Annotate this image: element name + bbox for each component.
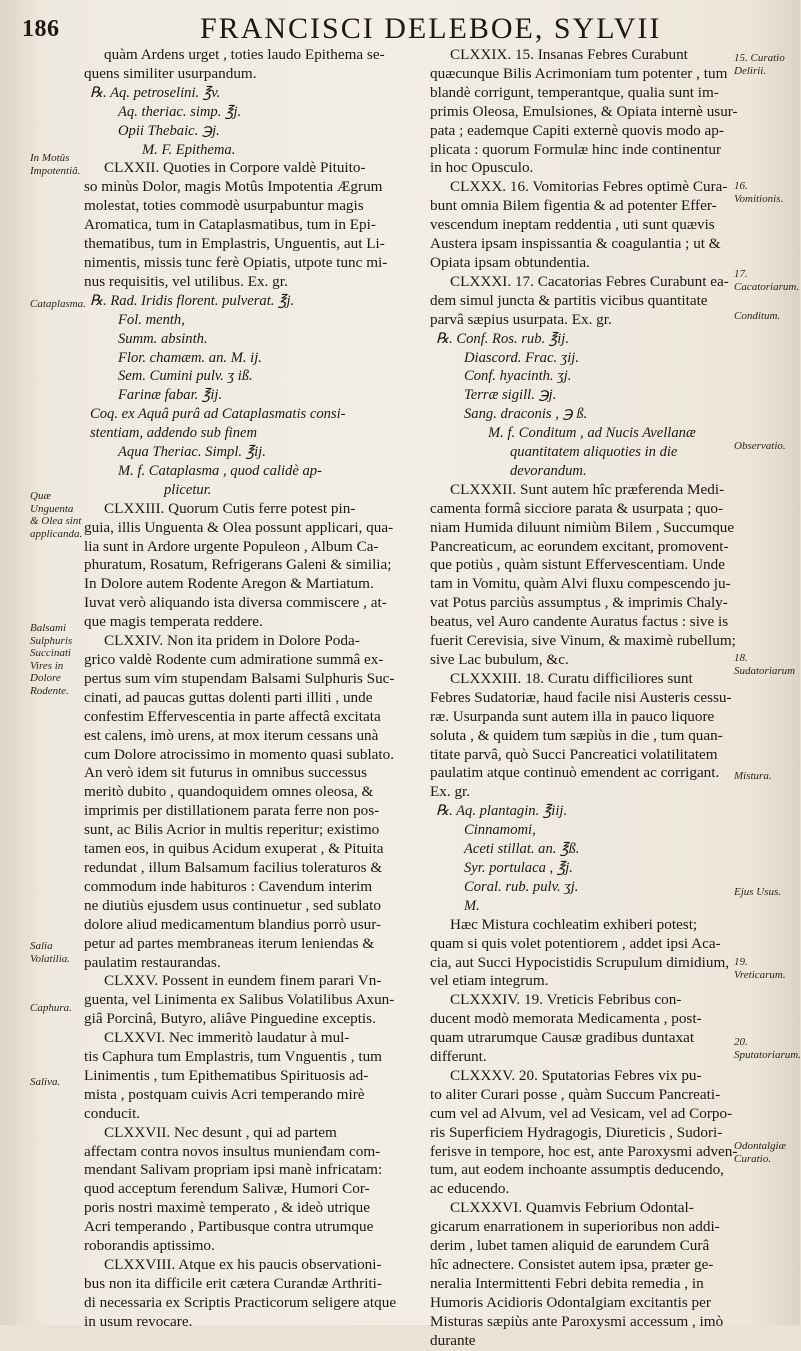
text-line: in hoc Opusculo. (430, 159, 534, 177)
text-line: ac educendo. (430, 1180, 510, 1198)
text-line: guia, illis Unguenta & Olea possunt applicari, qua- (84, 518, 394, 536)
recipe-line: Coq. ex Aquâ purâ ad Cataplasmatis consi- (90, 406, 346, 423)
text-line: Acri temperando , Partibusque contra utrumque (84, 1218, 374, 1236)
text-line: bus non ita difficile erit cætera Curandæ Arthriti- (84, 1274, 382, 1292)
text-line: CLXXXI. 17. Cacatorias Febres Curabunt ea- (450, 272, 729, 290)
paragraph (430, 46, 738, 178)
text-line: parvâ sæpius usurpata. Ex. gr. (430, 310, 612, 328)
text-line: CLXXXII. Sunt autem hîc præferenda Medi- (450, 480, 725, 498)
paragraph (430, 1066, 738, 1199)
paragraph (430, 178, 730, 273)
text-line: CLXXIV. Non ita pridem in Dolore Poda- (104, 632, 360, 650)
paragraph (84, 159, 418, 291)
text-line: mendant Salivam propriam ipsi manè infricatam: (84, 1161, 383, 1179)
text-line: paulatim atque continuò emendent ac corrigant. (430, 764, 720, 782)
text-line: CLXXV. Possent in eundem finem parari Vn- (104, 972, 382, 990)
text-line: molestat, toties commodè usurpabuntur magis (84, 197, 364, 215)
text-line: que potiùs , quàm sistunt Effervescentiam. Unde (430, 556, 725, 574)
margin-note: 18. Sudatoriarum (734, 652, 796, 677)
text-line: affectam contra novos insultus munienđam com- (84, 1142, 381, 1160)
text-line: quam utrarumque Causæ gradibus duntaxat (430, 1029, 695, 1047)
paragraph (84, 972, 418, 1029)
margin-note: 20. Sputatoriarum. (734, 1036, 801, 1061)
text-line: in usum revocare. (84, 1312, 193, 1330)
recipe-line: Terræ sigill. ℈j. (464, 387, 557, 404)
text-line: Humoris Acidioris Odontalgiam excitantis per (430, 1293, 711, 1311)
recipe-line: Sem. Cumini pulv. ʒ iß. (118, 368, 253, 385)
text-line: differunt. (430, 1048, 487, 1066)
text-line: redundat , illum Balsamum facilius toleraturos & (84, 858, 383, 876)
recipe-line: plicetur. (164, 481, 212, 498)
text-line: sunt, ac Bilis Acrior in multis reperitur; existimo (84, 821, 380, 839)
text-line: Opiata ipsam obtundentia. (430, 253, 590, 271)
text-line: Misturas sæpiùs ante Paroxysmi accessum , imò (430, 1312, 724, 1330)
recipe-line: stentiam, addendo sub finem (90, 425, 258, 442)
recipe-line: Aq. theriac. simp. ℥j. (118, 103, 242, 120)
text-line: primis Oleosa, Emulsiones, & Opiata internè usur- (430, 102, 738, 120)
text-line: lia sunt in Ardore urgente Populeon , Album Ca- (84, 537, 379, 555)
recipe-line: M. (464, 897, 480, 914)
margin-note: Observatio. (734, 440, 786, 452)
text-line: confestim Effervescentia in parte affectâ excitata (84, 707, 381, 725)
margin-note: Salia Volatilia. (30, 940, 71, 965)
text-line: vel etiam integrum. (430, 972, 549, 990)
text-line: Hæc Mistura cochleatim exhiberi potest; (450, 915, 698, 933)
text-line: bunt omnia Bilem figentia & ad potenter Effer- (430, 197, 717, 215)
text-line: niam Humida diluunt nimiùm Bilem , Succumque (430, 518, 735, 536)
text-line: neralia Intermittenti Febri debita remedia , in (430, 1274, 704, 1292)
text-line: hîc adnectere. Consistet autem ipsa, præter ge- (430, 1256, 714, 1273)
text-line: ris Superficiem Hydragogis, Diureticis , Sudori- (430, 1123, 723, 1141)
text-line: derim , lubet tamen aliquid de earundem Curâ (430, 1237, 710, 1255)
text-line: Linimentis , tum Epithematibus Spirituosis ad- (84, 1066, 369, 1084)
text-line: cia, aut Succi Hypocistidis Scrupulum dimidium, (430, 953, 730, 971)
text-line: cum vel ad Alvum, vel ad Vesicam, vel ad Corpo- (430, 1104, 733, 1122)
text-line: petur ad partes membraneas iterum leniendas & (84, 934, 375, 952)
left-column (84, 46, 418, 1332)
text-line: tis Caphura tum Emplastris, tum Vnguentis , tum (84, 1048, 382, 1066)
text-line: nimentis, missis tunc ferè Opiatis, utpote tunc mi- (84, 253, 388, 271)
paragraph (430, 480, 736, 670)
text-line: quam si quis volet potentiorem , addet ipsi Aca- (430, 934, 721, 952)
recipe-line: Syr. portulaca , ℥j. (464, 859, 573, 876)
text-line: Iuvat verò aliquando ista diversa commiscere , at- (84, 594, 387, 612)
text-line: quens similiter usurpandum. (84, 64, 257, 82)
margin-note: In Motûs Impotentiâ. (30, 152, 81, 177)
text-line: quàm Ardens urget , toties laudo Epithema se- (104, 46, 385, 63)
text-line: grico valdè Rodente cum admiratione summâ ex- (84, 651, 384, 668)
text-line: ne diutiùs ejusdem usus continuetur , sed sublato (84, 896, 381, 914)
text-line: blandè corrigunt, temperantque, qualia sunt im- (430, 83, 719, 101)
text-line: phuratum, Rosatum, Refrigerans Galeni & similia; (84, 556, 392, 574)
paragraph (84, 500, 418, 632)
recipe-line: Aceti stillat. an. ℥ß. (464, 841, 580, 858)
margin-note: Mistura. (734, 770, 772, 782)
text-line: Febres Sudatoriæ, haud facile nisi Austeris cessu- (430, 688, 732, 706)
text-line: gicarum enarrationem in superioribus non addi- (430, 1218, 720, 1236)
paragraph (430, 273, 730, 330)
text-line: fuerit Cerevisia, sive Vinum, & maximè rubellum; (430, 632, 736, 650)
text-line: sive Lac bubulum, &c. (430, 651, 569, 668)
margin-note: Cataplasma. (30, 298, 86, 310)
text-line: tam in Vomitu, quàm Alvi fluxu compescendo ju- (430, 575, 731, 593)
text-line: CLXXVII. Nec desunt , qui ad partem (104, 1123, 337, 1141)
text-line: CLXXX. 16. Vomitorias Febres optimè Cura- (450, 178, 728, 196)
paragraph (84, 1124, 418, 1256)
paragraph (84, 1256, 418, 1332)
text-line: conducit. (84, 1104, 141, 1122)
text-line: thematibus, tum in Emplastris, Unguentis, aut Li- (84, 235, 385, 253)
paragraph (430, 916, 730, 992)
text-line: CLXXXIII. 18. Curatu difficiliores sunt (450, 669, 693, 687)
text-line: CLXXXIV. 19. Vreticis Febribus con- (450, 991, 682, 1009)
recipe-line: Cinnamomi, (464, 822, 536, 839)
recipe-line: quantitatem aliquoties in die (510, 444, 678, 461)
text-line: est calens, imò urens, at mox iterum cessans unà (84, 726, 379, 744)
paragraph (430, 670, 730, 802)
text-line: durante (430, 1331, 476, 1349)
recipe-line: devorandum. (510, 462, 587, 479)
recipe-line: Coral. rub. pulv. ʒj. (464, 878, 579, 895)
paragraph (84, 1029, 418, 1124)
text-line: tamen eos, in quibus Acidum exuperat , & Pituita (84, 840, 384, 858)
recipe-line: M. f. Cataplasma , quod calidè ap- (118, 462, 322, 479)
recipe-line: ℞. Conf. Ros. rub. ℥ij. (436, 330, 570, 347)
text-line: titate parvâ, quò Succi Pancreatici volatilitatem (430, 745, 718, 763)
text-line: In Dolore autem Rodente Aregon & Martiatum. (84, 575, 374, 593)
recipe-line: Diascord. Frac. ʒij. (464, 349, 579, 366)
text-line: to aliter Curari posse , quàm Succum Pancreati- (430, 1085, 721, 1103)
text-line: beatus, vel Auro candente Auratus factus : sive is (430, 613, 729, 631)
text-line: CLXXXV. 20. Sputatorias Febres vix pu- (450, 1066, 702, 1084)
text-line: camenta formâ sicciore parata & usurpata ; quo- (430, 499, 724, 517)
recipe-line: Sang. draconis , ℈ ß. (464, 406, 588, 423)
paragraph (84, 46, 418, 84)
margin-note: Ejus Usus. (734, 886, 782, 898)
text-line: tum, aut eodem inchoante assumptis deducendo, (430, 1161, 724, 1179)
right-column (430, 46, 738, 1351)
text-line: soluta , & quidem tum sæpiùs in die , tum quan- (430, 726, 723, 744)
margin-note: Conditum. (734, 310, 781, 322)
paragraph (430, 1199, 730, 1350)
text-line: so minùs Dolor, magis Motûs Impotentia Ægrum (84, 178, 383, 196)
text-line: commodum inde habituros : Cavendum interim (84, 877, 373, 895)
recipe-line: Conf. hyacinth. ʒj. (464, 368, 572, 385)
text-line: cum Dolore atrocissimo in momento quasi sublato. (84, 745, 395, 763)
recipe-line: Fol. menth, (118, 311, 185, 328)
margin-note: 16. Vomitionis. (734, 180, 784, 205)
recipe-line: Farinæ fabar. ℥ij. (118, 387, 223, 404)
text-line: dem simul juncta & partitis vicibus quantitate (430, 291, 708, 309)
text-line: poris nostri maximè temperato , & ideò utrique (84, 1199, 370, 1217)
text-line: CLXXIX. 15. Insanas Febres Curabunt (450, 46, 688, 63)
recipe-line: ℞. Rad. Iridis florent. pulverat. ℥j. (90, 292, 295, 309)
recipe-line: Flor. chamæm. an. M. ij. (118, 349, 262, 366)
text-line: CLXXVIII. Atque ex his paucis observationi- (104, 1256, 382, 1273)
text-line: nus requisitis, vel utilibus. Ex. gr. (84, 272, 288, 290)
text-line: Aromatica, tum in Cataplasmatibus, tum in Epi- (84, 216, 376, 234)
recipe-line: ℞. Aq. petroselini. ℥v. (90, 84, 221, 101)
recipe-line: Aqua Theriac. Simpl. ℥ij. (118, 444, 266, 461)
margin-note: Quæ Unguenta & Olea sint applicanda. (30, 490, 83, 540)
text-line: pertus sum vim stupendam Balsami Sulphuris Suc- (84, 669, 395, 687)
margin-note: 19. Vreticarum. (734, 956, 786, 981)
margin-note: Balsami Sulphuris Succinati Vires in Dolore Rodente. (30, 622, 73, 697)
text-line: ducent modò memorata Medicamenta , post- (430, 1010, 702, 1028)
text-line: pata ; eademque Capiti externè quovis modo ap- (430, 121, 724, 139)
text-line: Ex. gr. (430, 783, 471, 801)
margin-note: Saliva. (30, 1076, 61, 1088)
text-line: guenta, vel Linimenta ex Salibus Volatilibus Axun- (84, 991, 395, 1009)
text-line: quod acceptum ferendum Salivæ, Humori Cor- (84, 1180, 370, 1198)
margin-note: 15. Curatio Delirii. (734, 52, 785, 77)
text-line: mista , postquam cuivis Acri temperando mirè (84, 1085, 365, 1103)
running-head: FRANCISCI DELEBOE, SYLVII (200, 12, 662, 45)
text-line: roborandis aptissimo. (84, 1237, 215, 1255)
text-line: ræ. Usurpanda sunt autem illa in pauco liquore (430, 707, 715, 725)
text-line: CLXXIII. Quorum Cutis ferre potest pin- (104, 499, 356, 517)
text-line: CLXXVI. Nec immeritò laudatur à mul- (104, 1029, 350, 1047)
text-line: imprimis per distillationem parata ferre non pos- (84, 802, 380, 820)
text-line: Austera ipsam inspissantia & coagulantia ; ut & (430, 235, 721, 253)
text-line: An verò idem sit futurus in omnibus successus (84, 764, 368, 782)
recipe-line: M. F. Epithema. (142, 141, 236, 158)
text-line: CLXXII. Quoties in Corpore valdè Pituito- (104, 159, 366, 177)
recipe-line: Summ. absinth. (118, 330, 208, 347)
page-number: 186 (22, 16, 60, 42)
margin-note: Caphura. (30, 1002, 72, 1014)
text-line: dolore aliud medicamentum blandius porrò usur- (84, 915, 382, 933)
recipe-line: ℞. Aq. plantagin. ℥iij. (436, 803, 568, 820)
paragraph (84, 632, 418, 972)
text-line: giâ Porcinâ, Butyro, aliâve Pinguedine exceptis. (84, 1010, 376, 1028)
paragraph (430, 991, 730, 1067)
recipe-line: Opii Thebaic. ℈j. (118, 122, 220, 139)
text-line: quæcunque Bilis Acrimoniam tum potenter , tum (430, 64, 728, 82)
page-header (0, 4, 800, 44)
margin-note: Odontalgiæ Curatio. (734, 1140, 786, 1165)
text-line: CLXXXVI. Quamvis Febrium Odontal- (450, 1199, 694, 1217)
margin-note: 17. Cacatoriarum. (734, 268, 800, 293)
text-line: ferisve in tempore, hoc est, ante Paroxysmi adven- (430, 1142, 738, 1160)
text-line: meritò dubito , quandoquidem omnes oleosa, & (84, 783, 374, 801)
text-line: Pancreaticum, ac eorundem excitant, promovent- (430, 537, 729, 555)
text-line: paulatim restaurandas. (84, 953, 221, 971)
text-line: vat Potus parciùs assumptus , & imprimis Chaly- (430, 594, 728, 612)
text-line: plicata : quorum Formulæ hinc inde continentur (430, 140, 722, 158)
recipe-line: M. f. Conditum , ad Nucis Avellanæ (488, 425, 696, 442)
text-line: vescendum ineptam reddentia , uti sunt quævis (430, 216, 715, 234)
text-line: que magis temperata reddere. (84, 613, 263, 631)
text-line: cinati, ad paucas guttas dolenti parti illiti , unde (84, 688, 373, 706)
text-line: di necessaria ex Scriptis Practicorum seligere atque (84, 1293, 397, 1311)
